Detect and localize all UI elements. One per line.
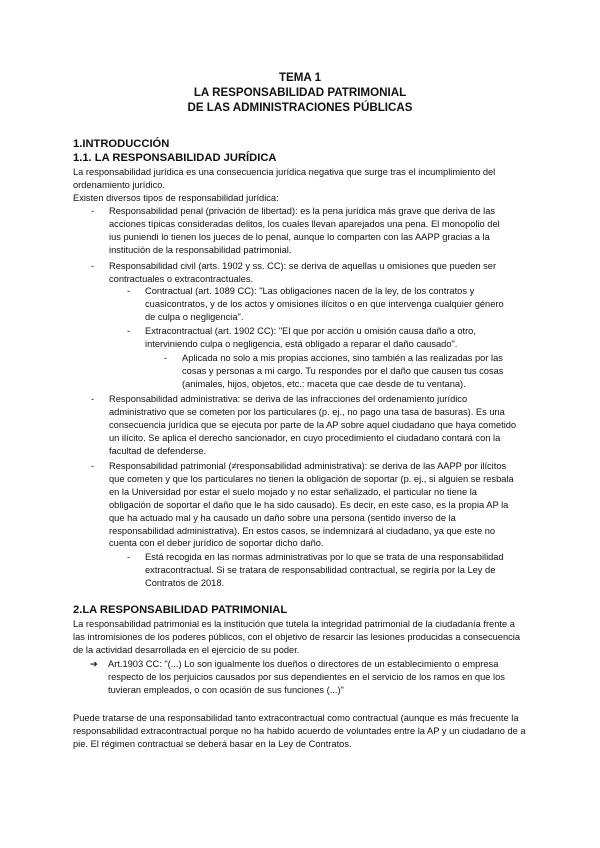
- section-heading-introduccion: 1.INTRODUCCIÓN: [73, 138, 170, 150]
- list-item-extracontractual: Extracontractual (art. 1902 CC): "El que por acción u omisión causa daño a otro, interviniendo culpa o negligencia, está obligado a reparar el daño causado".: [145, 326, 476, 349]
- list-item-contractual: Contractual (art. 1089 CC): "Las obligaciones nacen de la ley, de los contratos y cuasicontratos, y de los actos y omisiones ilícitos o en que intervenga cualquier género de culpa o negligencia".: [145, 286, 504, 322]
- bullet-dash: -: [91, 261, 95, 271]
- list-item-aplicada: Aplicada no solo a mis propias acciones, sino también a las realizadas por las cosas y personas a mi cargo. Tu respondes por el daño que causen tus cosas (animales, hijos, objetos, etc.: maceta que cae desde de tu ventana).: [182, 353, 504, 389]
- bullet-dash: -: [91, 461, 95, 471]
- paragraph-types-intro: Existen diversos tipos de responsabilidad jurídica:: [73, 193, 279, 203]
- list-item-recogida: Está recogida en las normas administrativas por lo que se trata de una responsabilidad extracontractual. Si se tratara de responsabilidad contractual, se regiría por la Ley de Contratos de 2018.: [145, 552, 504, 588]
- doc-title-line3: DE LAS ADMINISTRACIONES PÚBLICAS: [187, 101, 413, 114]
- paragraph-contractual-extracontractual: Puede tratarse de una responsabilidad tanto extracontractual como contractual (aunque es más frecuente la responsabilidad extracontractual porque no ha habido acuerdo de voluntades entre la AP y un ciudadano de a pie. El régimen contractual se deberá basar en la Ley de Contratos.: [73, 713, 526, 749]
- bullet-dash: -: [127, 326, 131, 336]
- paragraph-definition: La responsabilidad patrimonial es la institución que tutela la integridad patrimonial de la ciudadanía frente a las intromisiones de los poderes públicos, con el objetivo de resarcir las lesiones producidas a consecuencia de la actividad desarrollada en el ejercicio de su poder.: [73, 619, 521, 655]
- section-heading-responsabilidad-patrimonial: 2.LA RESPONSABILIDAD PATRIMONIAL: [73, 604, 288, 616]
- bullet-dash: -: [127, 286, 131, 296]
- list-item-penal: Responsabilidad penal (privación de libertad): es la pena jurídica más grave que deriva de las acciones típicas consideradas delitos, los cuales llevan aparejados una pena. El monopolio del ius puniendi lo tienen los jueces de lo penal, aunque lo comparten con las AAPP gracias a la institución de la responsabilidad patrimonial.: [109, 206, 500, 255]
- subsection-heading-responsabilidad-juridica: 1.1. LA RESPONSABILIDAD JURÍDICA: [73, 152, 277, 164]
- doc-title-line2: LA RESPONSABILIDAD PATRIMONIAL: [193, 86, 407, 99]
- bullet-dash: -: [164, 353, 168, 363]
- bullet-dash: -: [91, 206, 95, 216]
- doc-title-line1: TEMA 1: [278, 71, 322, 84]
- list-item-civil: Responsabilidad civil (arts. 1902 y ss. CC): se deriva de aquellas u omisiones que pueden ser contractuales o extracontractuales.: [109, 261, 497, 284]
- list-item-art1903: Art.1903 CC: "(...) Lo son igualmente los dueños o directores de un establecimiento o empresa respecto de los perjuicios causados por sus dependientes en el servicio de los ramos en que los tuvieran empleados, o con ocasión de sus funciones (...)": [108, 659, 505, 695]
- bullet-dash: -: [127, 552, 131, 562]
- list-item-patrimonial: Responsabilidad patrimonial (≠responsabilidad administrativa): se deriva de las AAPP por ilícitos que cometen y que los particulares no tienen la obligación de soportar (p. ej., si alguien se resbala en la Universidad por estar el suelo mojado y no estar señalizado, el particular no tiene la obligación de soportar el daño que le ha sido causado). Es decir, en este caso, es la propia AP la que ha actuado mal y ha causado un daño sobre una persona (sentido inverso de la responsabilidad administrativa). En estos casos, se indemnizará al ciudadano, ya que este no cuenta con el deber jurídico de soportar dicho daño.: [109, 461, 514, 549]
- paragraph-intro: La responsabilidad jurídica es una consecuencia jurídica negativa que surge tras el incumplimiento del ordenamiento jurídico.: [73, 167, 496, 190]
- arrow-bullet-icon: ➔: [90, 659, 98, 669]
- list-item-administrativa: Responsabilidad administrativa: se deriva de las infracciones del ordenamiento jurídico administrativo que se cometen por los particulares (p. ej., no pago una tasa de basuras). Es una consecuencia jurídica que se ejecuta por parte de la AP sobre aquel ciudadano que haya cometido un ilícito. Se aplica el derecho sancionador, en cuyo procedimiento el ciudadano contará con la facultad de defenderse.: [109, 394, 517, 456]
- bullet-dash: -: [91, 394, 95, 404]
